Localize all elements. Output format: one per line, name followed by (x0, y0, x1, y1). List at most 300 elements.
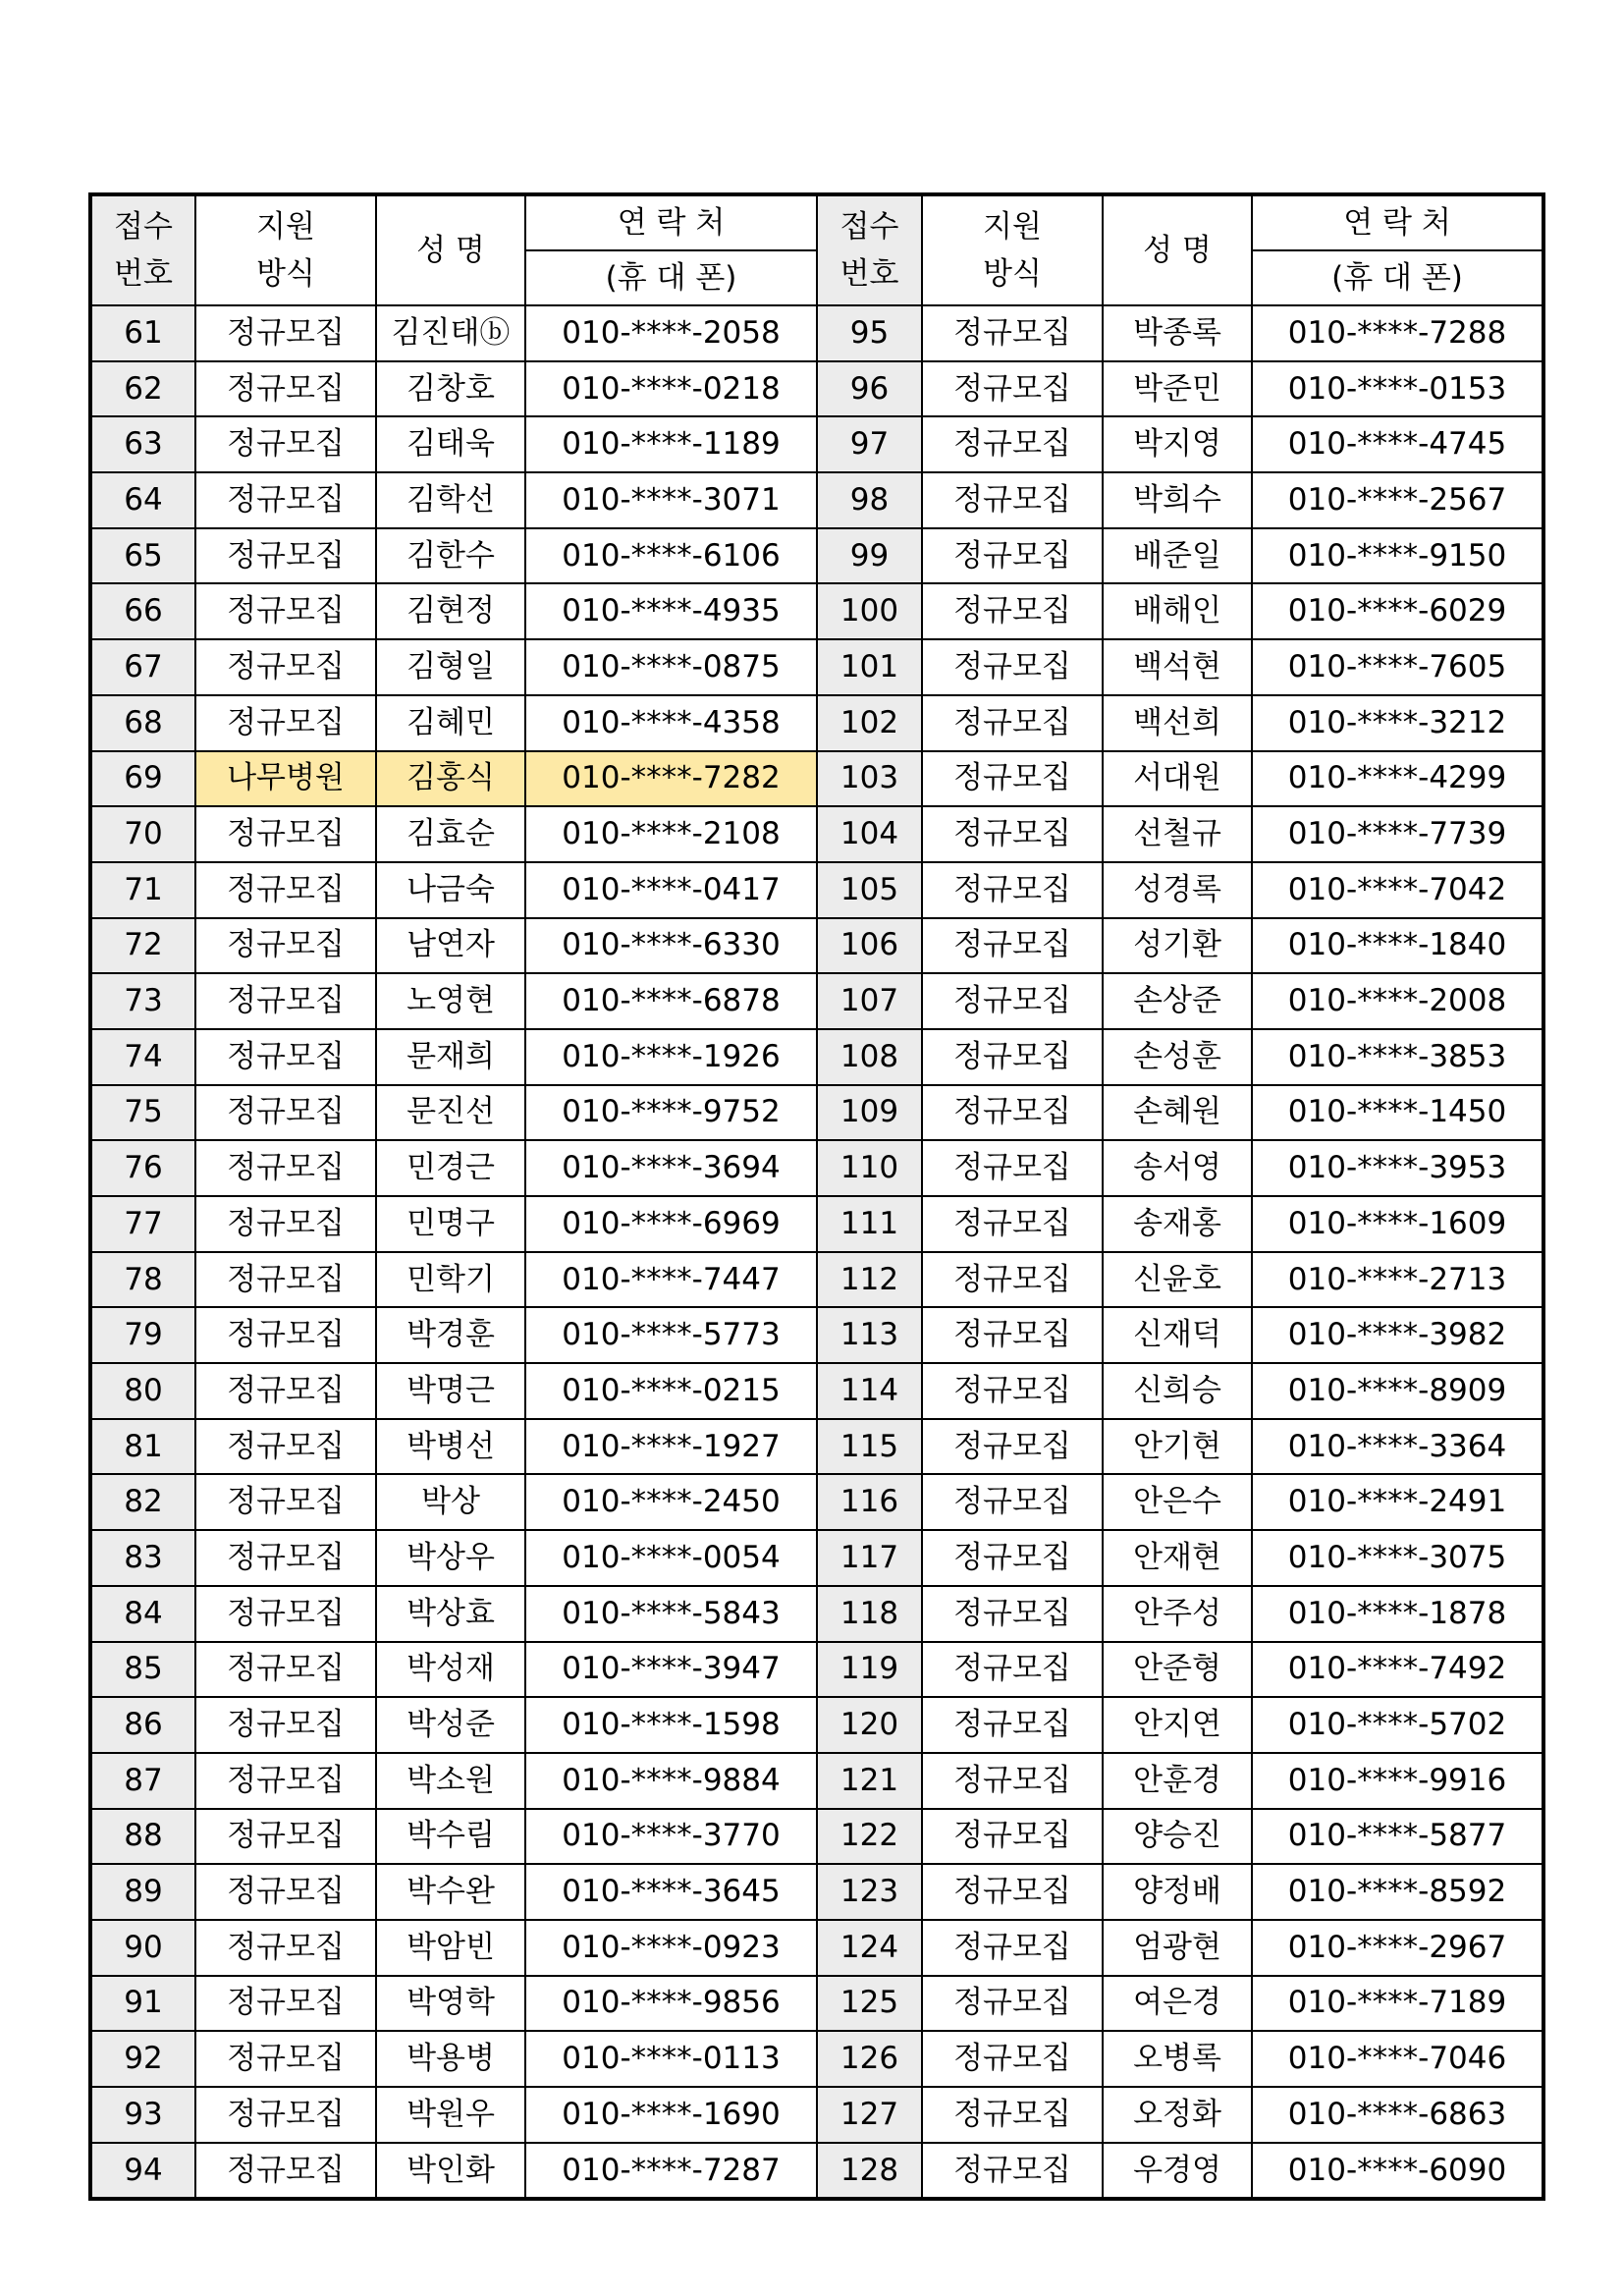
table-row (90, 1474, 1543, 1530)
left-name-cell: 박상우 (376, 1530, 525, 1586)
right-method-cell: 정규모집 (922, 2031, 1103, 2087)
left-receipt-no-cell: 93 (90, 2087, 195, 2143)
table-row (90, 1530, 1543, 1586)
left-receipt-no-cell: 69 (90, 751, 195, 807)
right-name-cell: 안재현 (1103, 1530, 1252, 1586)
right-phone-cell: 010-****-6863 (1252, 2087, 1543, 2143)
right-phone-cell: 010-****-3212 (1252, 695, 1543, 751)
right-phone-cell: 010-****-5702 (1252, 1697, 1543, 1753)
right-name-cell: 성경록 (1103, 862, 1252, 918)
table-row (90, 472, 1543, 528)
left-name-cell: 박성재 (376, 1642, 525, 1698)
header-receipt-no-line2: 번호 (114, 256, 173, 292)
left-phone-cell: 010-****-2450 (525, 1474, 817, 1530)
right-method-cell: 정규모집 (922, 1419, 1103, 1475)
left-receipt-no-cell: 79 (90, 1307, 195, 1363)
right-name-cell: 안주성 (1103, 1586, 1252, 1642)
left-method-cell: 정규모집 (195, 1976, 376, 2032)
right-receipt-no-cell: 123 (817, 1864, 922, 1920)
right-name-cell: 엄광현 (1103, 1920, 1252, 1976)
left-receipt-no-cell: 76 (90, 1140, 195, 1196)
table-row (90, 1196, 1543, 1252)
right-name-cell: 서대원 (1103, 751, 1252, 807)
right-name-cell: 신재덕 (1103, 1307, 1252, 1363)
header-receipt-no-right (817, 194, 922, 305)
table-row (90, 1697, 1543, 1753)
right-method-cell: 정규모집 (922, 1864, 1103, 1920)
table-row (90, 1252, 1543, 1308)
table-row (90, 416, 1543, 472)
right-phone-cell: 010-****-7189 (1252, 1976, 1543, 2032)
left-name-cell: 노영현 (376, 973, 525, 1029)
left-phone-cell: 010-****-0215 (525, 1363, 817, 1419)
left-receipt-no-cell: 66 (90, 583, 195, 639)
left-method-cell: 정규모집 (195, 695, 376, 751)
left-name-cell: 김창호 (376, 361, 525, 417)
table-row (90, 973, 1543, 1029)
left-phone-cell: 010-****-3694 (525, 1140, 817, 1196)
left-method-cell: 정규모집 (195, 1307, 376, 1363)
right-phone-cell: 010-****-9916 (1252, 1753, 1543, 1809)
right-method-cell: 정규모집 (922, 416, 1103, 472)
table-row (90, 1307, 1543, 1363)
left-receipt-no-cell: 84 (90, 1586, 195, 1642)
right-phone-cell: 010-****-5877 (1252, 1809, 1543, 1865)
left-receipt-no-cell: 70 (90, 806, 195, 862)
left-phone-cell: 010-****-3947 (525, 1642, 817, 1698)
right-phone-cell: 010-****-2713 (1252, 1252, 1543, 1308)
left-name-cell: 김한수 (376, 528, 525, 584)
left-method-cell: 정규모집 (195, 1363, 376, 1419)
right-phone-cell: 010-****-2008 (1252, 973, 1543, 1029)
table-row (90, 918, 1543, 974)
right-phone-cell: 010-****-3853 (1252, 1029, 1543, 1085)
left-name-cell: 박영학 (376, 1976, 525, 2032)
table-row (90, 1029, 1543, 1085)
header-method-line2: 방식 (983, 256, 1042, 292)
right-phone-cell: 010-****-9150 (1252, 528, 1543, 584)
table-row (90, 751, 1543, 807)
left-receipt-no-cell: 94 (90, 2143, 195, 2200)
left-method-cell: 정규모집 (195, 2087, 376, 2143)
left-receipt-no-cell: 64 (90, 472, 195, 528)
right-method-cell: 정규모집 (922, 1642, 1103, 1698)
right-phone-cell: 010-****-4299 (1252, 751, 1543, 807)
right-receipt-no-cell: 95 (817, 305, 922, 361)
right-receipt-no-cell: 107 (817, 973, 922, 1029)
right-name-cell: 성기환 (1103, 918, 1252, 974)
left-phone-cell: 010-****-1598 (525, 1697, 817, 1753)
right-name-cell: 안기현 (1103, 1419, 1252, 1475)
left-name-cell: 민학기 (376, 1252, 525, 1308)
right-phone-cell: 010-****-7042 (1252, 862, 1543, 918)
right-phone-cell: 010-****-7046 (1252, 2031, 1543, 2087)
table-row (90, 2087, 1543, 2143)
right-receipt-no-cell: 118 (817, 1586, 922, 1642)
left-name-cell: 박인화 (376, 2143, 525, 2200)
right-name-cell: 양승진 (1103, 1809, 1252, 1865)
right-receipt-no-cell: 122 (817, 1809, 922, 1865)
table-row (90, 528, 1543, 584)
right-phone-cell: 010-****-4745 (1252, 416, 1543, 472)
left-name-cell: 박소원 (376, 1753, 525, 1809)
left-method-cell: 정규모집 (195, 1530, 376, 1586)
right-receipt-no-cell: 128 (817, 2143, 922, 2200)
left-name-cell: 김진태ⓑ (376, 305, 525, 361)
right-receipt-no-cell: 99 (817, 528, 922, 584)
left-phone-cell: 010-****-0218 (525, 361, 817, 417)
left-name-cell: 민경근 (376, 1140, 525, 1196)
right-name-cell: 박종록 (1103, 305, 1252, 361)
left-method-cell: 정규모집 (195, 973, 376, 1029)
right-receipt-no-cell: 126 (817, 2031, 922, 2087)
left-phone-cell: 010-****-7282 (525, 751, 817, 807)
right-name-cell: 오정화 (1103, 2087, 1252, 2143)
right-method-cell: 정규모집 (922, 1307, 1103, 1363)
table-header (90, 194, 1543, 305)
right-name-cell: 손성훈 (1103, 1029, 1252, 1085)
right-name-cell: 손혜원 (1103, 1085, 1252, 1141)
left-name-cell: 박원우 (376, 2087, 525, 2143)
right-name-cell: 안지연 (1103, 1697, 1252, 1753)
left-name-cell: 문진선 (376, 1085, 525, 1141)
right-method-cell: 정규모집 (922, 305, 1103, 361)
right-method-cell: 정규모집 (922, 1140, 1103, 1196)
left-receipt-no-cell: 77 (90, 1196, 195, 1252)
right-name-cell: 안훈경 (1103, 1753, 1252, 1809)
left-method-cell: 정규모집 (195, 472, 376, 528)
right-phone-cell: 010-****-3953 (1252, 1140, 1543, 1196)
table-row (90, 1753, 1543, 1809)
left-phone-cell: 010-****-9752 (525, 1085, 817, 1141)
left-phone-cell: 010-****-7447 (525, 1252, 817, 1308)
left-method-cell: 정규모집 (195, 416, 376, 472)
left-receipt-no-cell: 85 (90, 1642, 195, 1698)
right-receipt-no-cell: 98 (817, 472, 922, 528)
right-receipt-no-cell: 117 (817, 1530, 922, 1586)
table-row (90, 1419, 1543, 1475)
left-name-cell: 박병선 (376, 1419, 525, 1475)
right-receipt-no-cell: 96 (817, 361, 922, 417)
left-method-cell: 나무병원 (195, 751, 376, 807)
left-method-cell: 정규모집 (195, 1642, 376, 1698)
right-receipt-no-cell: 124 (817, 1920, 922, 1976)
right-phone-cell: 010-****-1878 (1252, 1586, 1543, 1642)
left-method-cell: 정규모집 (195, 2031, 376, 2087)
right-phone-cell: 010-****-2491 (1252, 1474, 1543, 1530)
header-receipt-no-line1: 접수 (114, 208, 173, 245)
left-name-cell: 김효순 (376, 806, 525, 862)
left-receipt-no-cell: 87 (90, 1753, 195, 1809)
right-name-cell: 박준민 (1103, 361, 1252, 417)
table-row (90, 361, 1543, 417)
right-receipt-no-cell: 125 (817, 1976, 922, 2032)
left-phone-cell: 010-****-6969 (525, 1196, 817, 1252)
table-row (90, 695, 1543, 751)
left-method-cell: 정규모집 (195, 305, 376, 361)
left-phone-cell: 010-****-9884 (525, 1753, 817, 1809)
header-receipt-no-left (90, 194, 195, 305)
left-method-cell: 정규모집 (195, 361, 376, 417)
right-method-cell: 정규모집 (922, 639, 1103, 695)
table-row (90, 2031, 1543, 2087)
right-method-cell: 정규모집 (922, 862, 1103, 918)
table-row (90, 1140, 1543, 1196)
header-method-right (922, 194, 1103, 305)
right-phone-cell: 010-****-1840 (1252, 918, 1543, 974)
right-receipt-no-cell: 103 (817, 751, 922, 807)
table-row (90, 1586, 1543, 1642)
left-method-cell: 정규모집 (195, 2143, 376, 2200)
right-phone-cell: 010-****-3982 (1252, 1307, 1543, 1363)
left-receipt-no-cell: 78 (90, 1252, 195, 1308)
right-method-cell: 정규모집 (922, 2143, 1103, 2200)
right-receipt-no-cell: 119 (817, 1642, 922, 1698)
header-contact-right: 연 락 처 (1252, 194, 1543, 250)
left-method-cell: 정규모집 (195, 639, 376, 695)
right-method-cell: 정규모집 (922, 1196, 1103, 1252)
right-phone-cell: 010-****-1450 (1252, 1085, 1543, 1141)
left-phone-cell: 010-****-4358 (525, 695, 817, 751)
left-phone-cell: 010-****-0923 (525, 1920, 817, 1976)
left-receipt-no-cell: 92 (90, 2031, 195, 2087)
right-name-cell: 배준일 (1103, 528, 1252, 584)
left-method-cell: 정규모집 (195, 1085, 376, 1141)
left-method-cell: 정규모집 (195, 1586, 376, 1642)
right-receipt-no-cell: 97 (817, 416, 922, 472)
right-receipt-no-cell: 101 (817, 639, 922, 695)
table-row (90, 1642, 1543, 1698)
right-receipt-no-cell: 110 (817, 1140, 922, 1196)
table-row (90, 862, 1543, 918)
right-receipt-no-cell: 113 (817, 1307, 922, 1363)
right-method-cell: 정규모집 (922, 751, 1103, 807)
left-phone-cell: 010-****-1927 (525, 1419, 817, 1475)
right-method-cell: 정규모집 (922, 583, 1103, 639)
right-method-cell: 정규모집 (922, 1085, 1103, 1141)
left-phone-cell: 010-****-1189 (525, 416, 817, 472)
right-receipt-no-cell: 112 (817, 1252, 922, 1308)
left-phone-cell: 010-****-0054 (525, 1530, 817, 1586)
right-phone-cell: 010-****-7288 (1252, 305, 1543, 361)
left-phone-cell: 010-****-2108 (525, 806, 817, 862)
right-name-cell: 신희승 (1103, 1363, 1252, 1419)
left-method-cell: 정규모집 (195, 583, 376, 639)
left-phone-cell: 010-****-3770 (525, 1809, 817, 1865)
left-phone-cell: 010-****-6106 (525, 528, 817, 584)
left-phone-cell: 010-****-4935 (525, 583, 817, 639)
left-receipt-no-cell: 80 (90, 1363, 195, 1419)
left-name-cell: 김태욱 (376, 416, 525, 472)
left-method-cell: 정규모집 (195, 1864, 376, 1920)
left-phone-cell: 010-****-0417 (525, 862, 817, 918)
table-body (90, 305, 1543, 2199)
right-receipt-no-cell: 127 (817, 2087, 922, 2143)
left-receipt-no-cell: 72 (90, 918, 195, 974)
header-method-line2: 방식 (256, 256, 315, 292)
left-phone-cell: 010-****-6878 (525, 973, 817, 1029)
right-phone-cell: 010-****-3364 (1252, 1419, 1543, 1475)
right-method-cell: 정규모집 (922, 806, 1103, 862)
right-receipt-no-cell: 106 (817, 918, 922, 974)
right-receipt-no-cell: 104 (817, 806, 922, 862)
left-method-cell: 정규모집 (195, 528, 376, 584)
left-phone-cell: 010-****-3645 (525, 1864, 817, 1920)
table-row (90, 1363, 1543, 1419)
header-method-line1: 지원 (256, 208, 315, 245)
applicant-roster-table (88, 192, 1545, 2201)
right-name-cell: 양정배 (1103, 1864, 1252, 1920)
left-name-cell: 박경훈 (376, 1307, 525, 1363)
right-method-cell: 정규모집 (922, 1029, 1103, 1085)
left-name-cell: 남연자 (376, 918, 525, 974)
right-method-cell: 정규모집 (922, 973, 1103, 1029)
left-method-cell: 정규모집 (195, 1920, 376, 1976)
left-method-cell: 정규모집 (195, 862, 376, 918)
table-row (90, 305, 1543, 361)
left-name-cell: 김혜민 (376, 695, 525, 751)
left-name-cell: 김홍식 (376, 751, 525, 807)
right-receipt-no-cell: 109 (817, 1085, 922, 1141)
left-receipt-no-cell: 81 (90, 1419, 195, 1475)
left-method-cell: 정규모집 (195, 1809, 376, 1865)
table-row (90, 583, 1543, 639)
left-name-cell: 박상 (376, 1474, 525, 1530)
left-phone-cell: 010-****-0875 (525, 639, 817, 695)
right-method-cell: 정규모집 (922, 1976, 1103, 2032)
right-name-cell: 송서영 (1103, 1140, 1252, 1196)
right-method-cell: 정규모집 (922, 1363, 1103, 1419)
left-name-cell: 민명구 (376, 1196, 525, 1252)
right-receipt-no-cell: 100 (817, 583, 922, 639)
left-name-cell: 박수림 (376, 1809, 525, 1865)
left-method-cell: 정규모집 (195, 806, 376, 862)
right-receipt-no-cell: 120 (817, 1697, 922, 1753)
header-contact-sub-right: (휴 대 폰) (1252, 250, 1543, 305)
left-receipt-no-cell: 91 (90, 1976, 195, 2032)
left-receipt-no-cell: 90 (90, 1920, 195, 1976)
left-method-cell: 정규모집 (195, 918, 376, 974)
table-row (90, 1809, 1543, 1865)
left-method-cell: 정규모집 (195, 1474, 376, 1530)
right-receipt-no-cell: 114 (817, 1363, 922, 1419)
header-name-left: 성 명 (376, 194, 525, 305)
header-contact-sub-left: (휴 대 폰) (525, 250, 817, 305)
left-name-cell: 박수완 (376, 1864, 525, 1920)
left-name-cell: 김학선 (376, 472, 525, 528)
left-name-cell: 박암빈 (376, 1920, 525, 1976)
right-name-cell: 배해인 (1103, 583, 1252, 639)
right-name-cell: 백석현 (1103, 639, 1252, 695)
left-receipt-no-cell: 88 (90, 1809, 195, 1865)
right-method-cell: 정규모집 (922, 1530, 1103, 1586)
right-method-cell: 정규모집 (922, 1252, 1103, 1308)
header-receipt-no-line1: 접수 (839, 208, 899, 245)
right-name-cell: 안준형 (1103, 1642, 1252, 1698)
right-receipt-no-cell: 115 (817, 1419, 922, 1475)
right-method-cell: 정규모집 (922, 1697, 1103, 1753)
right-receipt-no-cell: 111 (817, 1196, 922, 1252)
left-name-cell: 문재희 (376, 1029, 525, 1085)
left-name-cell: 박용병 (376, 2031, 525, 2087)
left-receipt-no-cell: 63 (90, 416, 195, 472)
right-receipt-no-cell: 116 (817, 1474, 922, 1530)
left-phone-cell: 010-****-7287 (525, 2143, 817, 2200)
right-phone-cell: 010-****-7492 (1252, 1642, 1543, 1698)
right-method-cell: 정규모집 (922, 695, 1103, 751)
left-name-cell: 박성준 (376, 1697, 525, 1753)
right-method-cell: 정규모집 (922, 361, 1103, 417)
header-method-left (195, 194, 376, 305)
left-method-cell: 정규모집 (195, 1697, 376, 1753)
right-phone-cell: 010-****-8592 (1252, 1864, 1543, 1920)
right-method-cell: 정규모집 (922, 1586, 1103, 1642)
left-receipt-no-cell: 86 (90, 1697, 195, 1753)
header-receipt-no-line2: 번호 (839, 256, 899, 292)
right-phone-cell: 010-****-7739 (1252, 806, 1543, 862)
left-name-cell: 김현정 (376, 583, 525, 639)
right-phone-cell: 010-****-0153 (1252, 361, 1543, 417)
left-phone-cell: 010-****-5843 (525, 1586, 817, 1642)
right-name-cell: 박지영 (1103, 416, 1252, 472)
right-phone-cell: 010-****-3075 (1252, 1530, 1543, 1586)
right-name-cell: 오병록 (1103, 2031, 1252, 2087)
header-method-line1: 지원 (983, 208, 1042, 245)
left-receipt-no-cell: 83 (90, 1530, 195, 1586)
left-method-cell: 정규모집 (195, 1252, 376, 1308)
table-row (90, 1920, 1543, 1976)
left-receipt-no-cell: 74 (90, 1029, 195, 1085)
table-row (90, 806, 1543, 862)
left-receipt-no-cell: 65 (90, 528, 195, 584)
right-receipt-no-cell: 102 (817, 695, 922, 751)
right-phone-cell: 010-****-6090 (1252, 2143, 1543, 2200)
left-name-cell: 박명근 (376, 1363, 525, 1419)
left-method-cell: 정규모집 (195, 1029, 376, 1085)
left-method-cell: 정규모집 (195, 1753, 376, 1809)
right-receipt-no-cell: 105 (817, 862, 922, 918)
right-name-cell: 송재홍 (1103, 1196, 1252, 1252)
right-method-cell: 정규모집 (922, 472, 1103, 528)
right-phone-cell: 010-****-1609 (1252, 1196, 1543, 1252)
left-receipt-no-cell: 71 (90, 862, 195, 918)
header-contact-left: 연 락 처 (525, 194, 817, 250)
left-phone-cell: 010-****-0113 (525, 2031, 817, 2087)
left-phone-cell: 010-****-1690 (525, 2087, 817, 2143)
right-name-cell: 우경영 (1103, 2143, 1252, 2200)
left-phone-cell: 010-****-2058 (525, 305, 817, 361)
left-phone-cell: 010-****-6330 (525, 918, 817, 974)
left-method-cell: 정규모집 (195, 1419, 376, 1475)
right-phone-cell: 010-****-2567 (1252, 472, 1543, 528)
right-method-cell: 정규모집 (922, 918, 1103, 974)
table-row (90, 1976, 1543, 2032)
left-receipt-no-cell: 82 (90, 1474, 195, 1530)
left-method-cell: 정규모집 (195, 1196, 376, 1252)
table-row (90, 2143, 1543, 2200)
right-name-cell: 안은수 (1103, 1474, 1252, 1530)
left-receipt-no-cell: 61 (90, 305, 195, 361)
right-phone-cell: 010-****-2967 (1252, 1920, 1543, 1976)
left-name-cell: 김형일 (376, 639, 525, 695)
left-name-cell: 박상효 (376, 1586, 525, 1642)
left-phone-cell: 010-****-1926 (525, 1029, 817, 1085)
right-phone-cell: 010-****-8909 (1252, 1363, 1543, 1419)
right-name-cell: 백선희 (1103, 695, 1252, 751)
right-phone-cell: 010-****-7605 (1252, 639, 1543, 695)
right-receipt-no-cell: 108 (817, 1029, 922, 1085)
right-phone-cell: 010-****-6029 (1252, 583, 1543, 639)
